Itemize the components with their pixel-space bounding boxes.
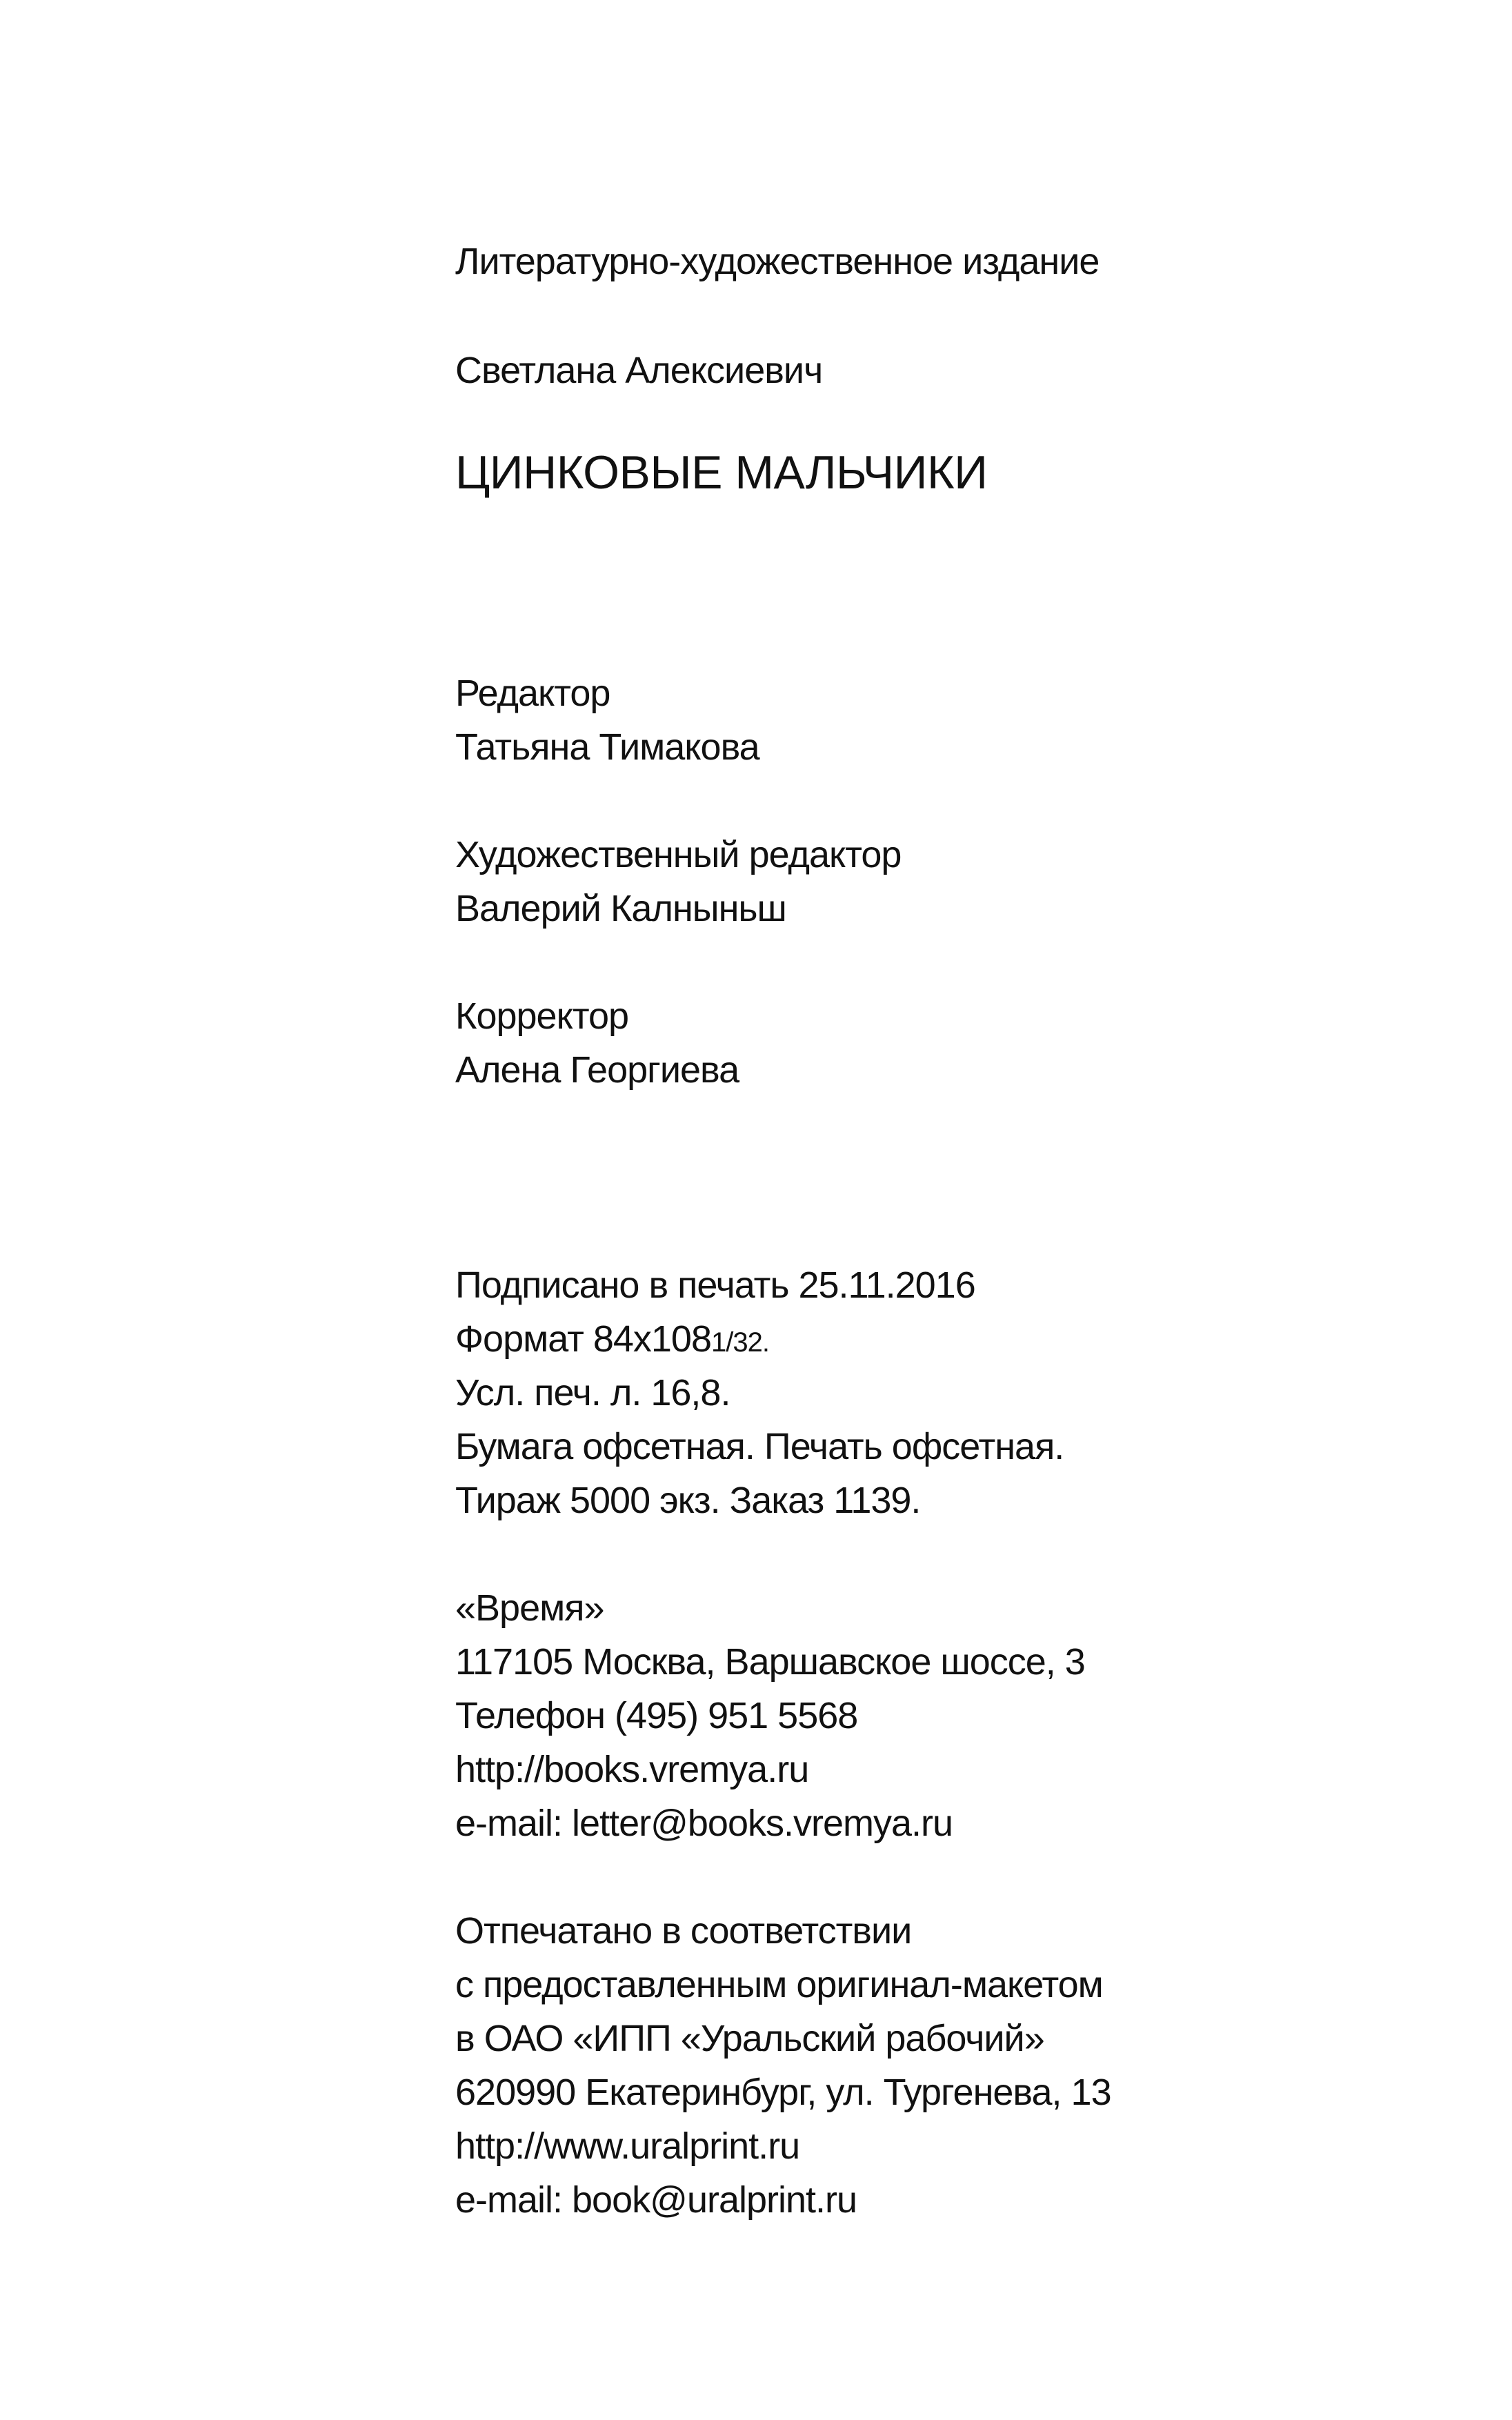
print-sheets: Усл. печ. л. 16,8. — [455, 1372, 730, 1414]
edition-type: Литературно-художественное издание — [455, 241, 1100, 282]
proofreader-name: Алена Георгиева — [455, 1049, 739, 1091]
editor-role: Редактор — [455, 673, 610, 714]
print-run: Тираж 5000 экз. Заказ 1139. — [455, 1480, 921, 1521]
printer-line-2: с предоставленным оригинал-макетом — [455, 1964, 1103, 2005]
publisher-address: 117105 Москва, Варшавское шоссе, 3 — [455, 1641, 1085, 1683]
paper-type: Бумага офсетная. Печать офсетная. — [455, 1426, 1064, 1467]
print-format-value: Формат 84x108 — [455, 1318, 711, 1360]
printer-email: e-mail: book@uralprint.ru — [455, 2179, 857, 2221]
editor-name: Татьяна Тимакова — [455, 726, 759, 768]
printer-line-3: в ОАО «ИПП «Уральский рабочий» — [455, 2018, 1044, 2059]
publisher-url: http://books.vremya.ru — [455, 1749, 809, 1790]
publisher-email: e-mail: letter@books.vremya.ru — [455, 1803, 953, 1844]
book-title: ЦИНКОВЫЕ МАЛЬЧИКИ — [455, 446, 988, 499]
author-name: Светлана Алексиевич — [455, 350, 823, 391]
signed-date: Подписано в печать 25.11.2016 — [455, 1264, 975, 1306]
print-format-fraction: 1/32. — [711, 1327, 769, 1358]
printer-address: 620990 Екатеринбург, ул. Тургенева, 13 — [455, 2072, 1111, 2113]
art-editor-name: Валерий Калныньш — [455, 888, 786, 929]
proofreader-role: Корректор — [455, 995, 629, 1037]
publisher-phone: Телефон (495) 951 5568 — [455, 1695, 858, 1736]
printer-url: http://www.uralprint.ru — [455, 2125, 800, 2167]
publisher-name: «Время» — [455, 1587, 604, 1629]
printer-line-1: Отпечатано в соответствии — [455, 1910, 912, 1952]
print-format — [455, 1312, 769, 1369]
art-editor-role: Художественный редактор — [455, 834, 902, 875]
